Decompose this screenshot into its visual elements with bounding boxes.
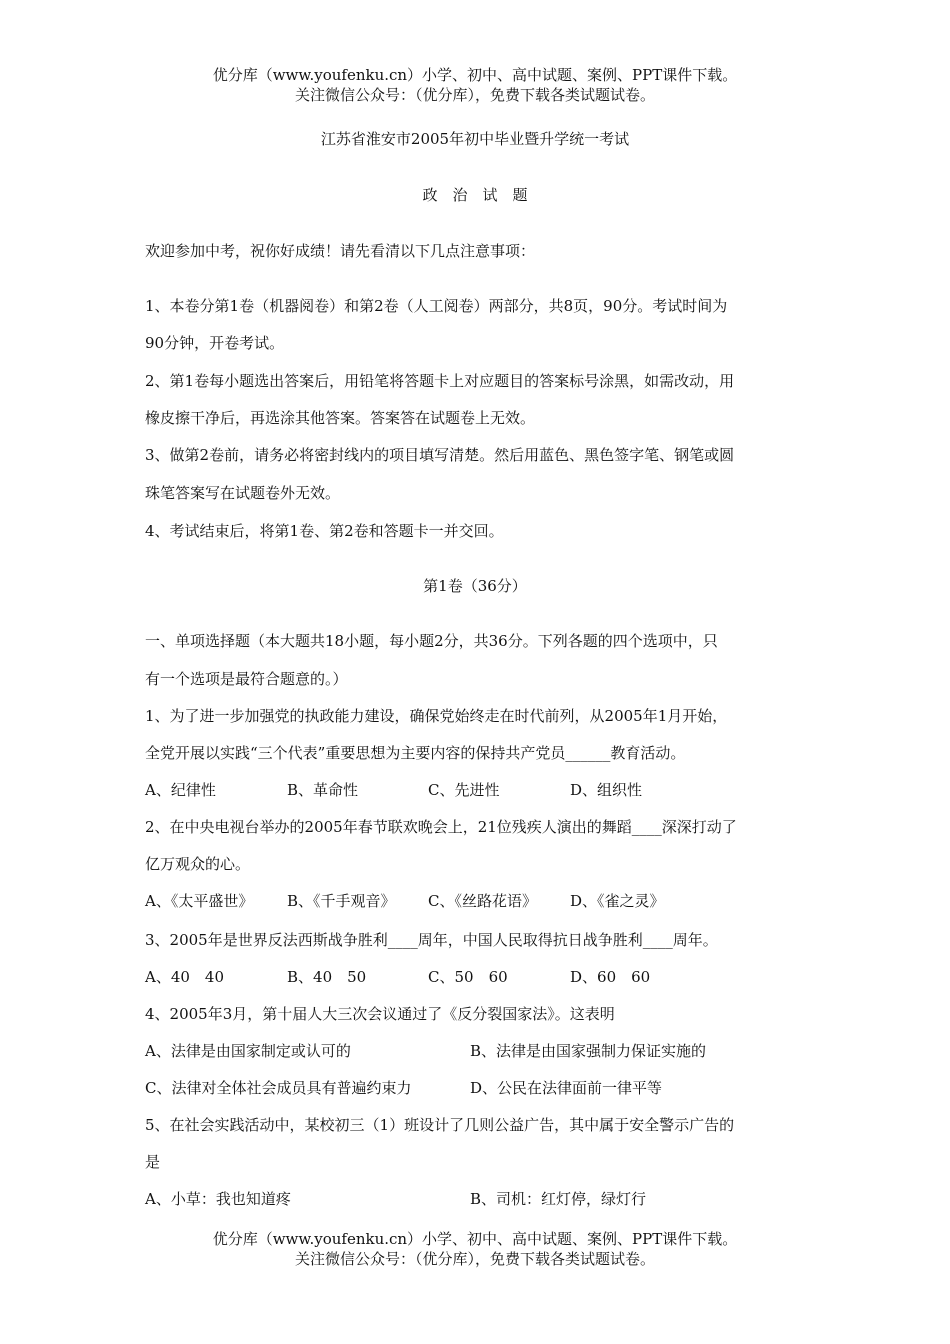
- note-line: 2、第1卷每小题选出答案后，用铅笔将答题卡上对应题目的答案标号涂黑，如需改动，用: [145, 372, 735, 390]
- section-title: 第1卷（36分）: [423, 577, 527, 595]
- question-4-option-c: C、法律对全体社会成员具有普遍约束力: [145, 1079, 412, 1097]
- part-intro-line: 一、单项选择题（本大题共18小题，每小题2分，共36分。下列各题的四个选项中，只: [145, 632, 718, 650]
- note-line: 珠笔答案写在试题卷外无效。: [145, 484, 341, 502]
- question-5-line: 5、在社会实践活动中，某校初三（1）班设计了几则公益广告，其中属于安全警示广告的: [145, 1116, 735, 1134]
- question-2-option-d: D、《雀之灵》: [570, 892, 665, 910]
- header-line-1: 优分库（www.youfenku.cn）小学、初中、高中试题、案例、PPT课件下载。: [212, 66, 738, 84]
- question-1-option-d: D、组织性: [570, 781, 643, 799]
- question-4-line: 4、2005年3月，第十届人大三次会议通过了《反分裂国家法》。这表明: [145, 1005, 615, 1023]
- note-line: 4、考试结束后，将第1卷、第2卷和答题卡一并交回。: [145, 522, 504, 540]
- greeting: 欢迎参加中考，祝你好成绩！请先看清以下几点注意事项：: [145, 242, 536, 260]
- question-4-option-a: A、法律是由国家制定或认可的: [145, 1042, 351, 1060]
- question-1-line: 全党开展以实践“三个代表”重要思想为主要内容的保持共产党员______教育活动。: [145, 744, 686, 762]
- note-line: 90分钟，开卷考试。: [145, 334, 285, 352]
- question-4-option-d: D、公民在法律面前一律平等: [470, 1079, 663, 1097]
- question-1-option-a: A、纪律性: [145, 781, 216, 799]
- footer-line-1: 优分库（www.youfenku.cn）小学、初中、高中试题、案例、PPT课件下载。: [212, 1230, 738, 1248]
- question-3-option-a: A、40 40: [145, 968, 225, 986]
- question-5-option-a: A、小草：我也知道疼: [145, 1190, 291, 1208]
- question-2-line: 亿万观众的心。: [145, 855, 251, 873]
- question-3-option-b: B、40 50: [287, 968, 367, 986]
- question-2-option-b: B、《千手观音》: [287, 892, 396, 910]
- question-2-option-c: C、《丝路花语》: [428, 892, 537, 910]
- question-3-line: 3、2005年是世界反法西斯战争胜利____周年，中国人民取得抗日战争胜利____周年。: [145, 931, 718, 949]
- question-3-option-c: C、50 60: [428, 968, 508, 986]
- exam-title: 江苏省淮安市2005年初中毕业暨升学统一考试: [320, 130, 630, 148]
- footer-line-2: 关注微信公众号：（优分库），免费下载各类试题试卷。: [294, 1250, 655, 1268]
- question-1-option-b: B、革命性: [287, 781, 359, 799]
- part-intro-line: 有一个选项是最符合题意的。）: [145, 670, 348, 688]
- question-1-option-c: C、先进性: [428, 781, 500, 799]
- header-line-2: 关注微信公众号：（优分库），免费下载各类试题试卷。: [294, 86, 655, 104]
- note-line: 1、本卷分第1卷（机器阅卷）和第2卷（人工阅卷）两部分，共8页，90分。考试时间为: [145, 297, 728, 315]
- question-2-option-a: A、《太平盛世》: [145, 892, 254, 910]
- question-5-line: 是: [145, 1153, 161, 1171]
- question-2-line: 2、在中央电视台举办的2005年春节联欢晚会上，21位残疾人演出的舞蹈____深深打动了: [145, 818, 737, 836]
- question-3-option-d: D、60 60: [570, 968, 651, 986]
- question-1-line: 1、为了进一步加强党的执政能力建设，确保党始终走在时代前列，从2005年1月开始，: [145, 707, 728, 725]
- note-line: 3、做第2卷前，请务必将密封线内的项目填写清楚。然后用蓝色、黑色签字笔、钢笔或圆: [145, 446, 735, 464]
- note-line: 橡皮擦干净后，再选涂其他答案。答案答在试题卷上无效。: [145, 409, 536, 427]
- question-4-option-b: B、法律是由国家强制力保证实施的: [470, 1042, 707, 1060]
- question-5-option-b: B、司机：红灯停，绿灯行: [470, 1190, 647, 1208]
- subject-title: 政 治 试 题: [422, 186, 528, 204]
